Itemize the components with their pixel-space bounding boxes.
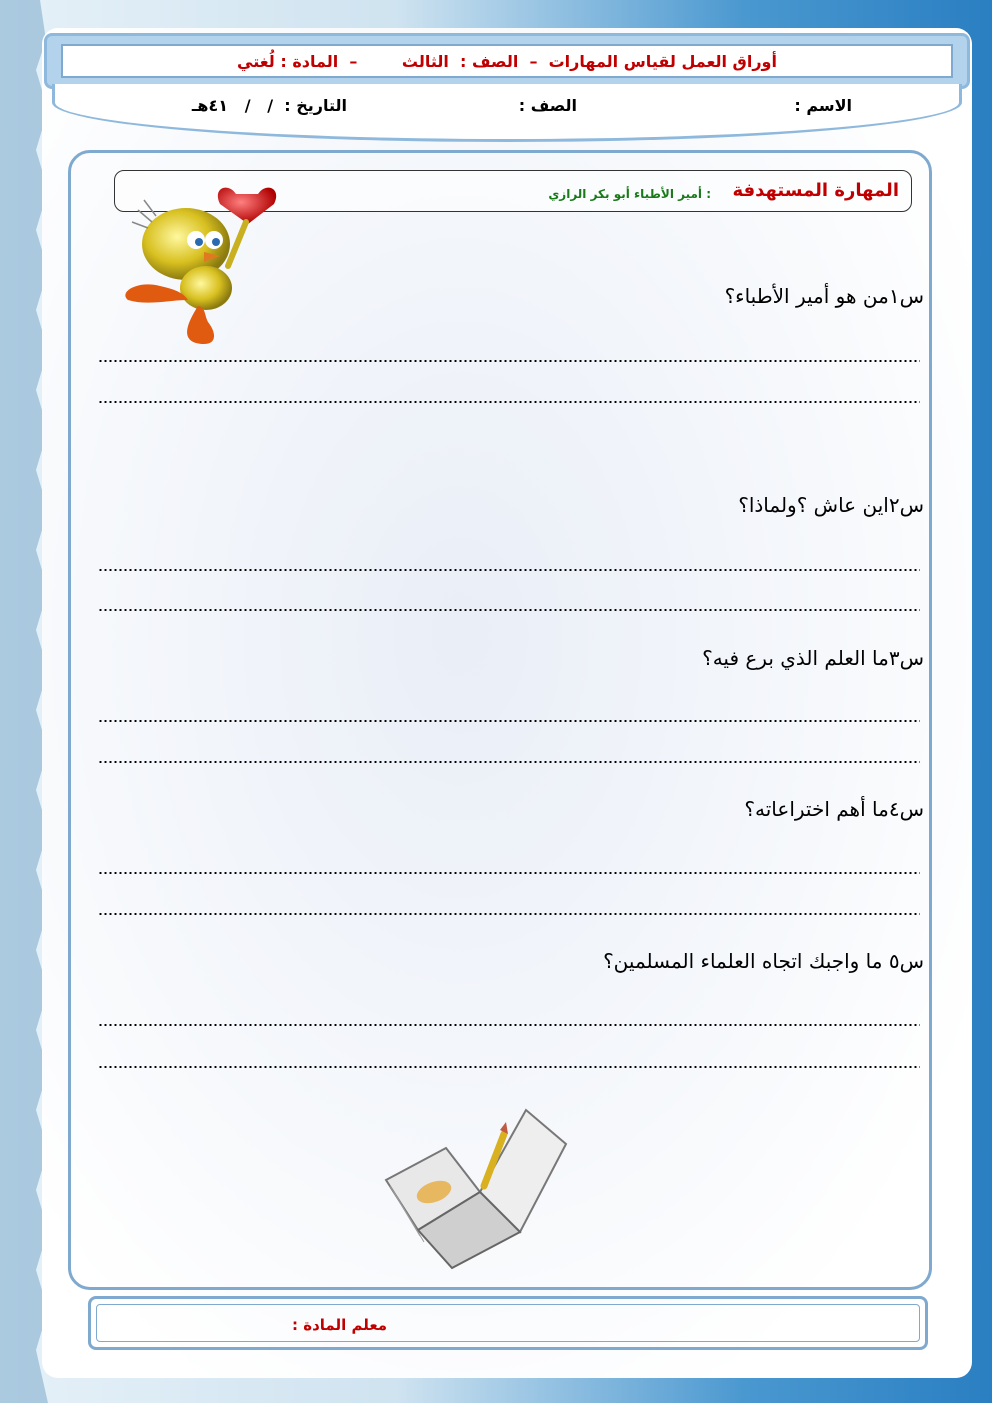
answer-line[interactable] xyxy=(98,1024,920,1026)
class-label: الصف : xyxy=(518,96,577,115)
answer-line[interactable] xyxy=(98,569,920,571)
question-3: س٣ما العلم الذي برع فيه؟ xyxy=(702,646,924,670)
question-2: س٢اين عاش ؟ولماذا؟ xyxy=(738,493,924,517)
answer-line[interactable] xyxy=(98,360,920,362)
footer-inner-frame xyxy=(96,1304,920,1342)
tweety-bird-icon xyxy=(108,182,288,352)
target-skill-title: المهارة المستهدفة xyxy=(732,180,899,201)
date-label: التاريخ : / / ٤١هـ xyxy=(191,96,347,115)
question-4: س٤ما أهم اختراعاته؟ xyxy=(744,797,924,821)
question-1: س١من هو أمير الأطباء؟ xyxy=(724,284,924,308)
answer-line[interactable] xyxy=(98,872,920,874)
teacher-label: معلم المادة : xyxy=(292,1316,388,1334)
target-skill-value: : أمير الأطباء أبو بكر الرازي xyxy=(548,187,711,201)
worksheet-title: أوراق العمل لقياس المهارات – الصف : الثالث – المادة : لُغتي xyxy=(237,51,777,71)
answer-line[interactable] xyxy=(98,913,920,915)
answer-line[interactable] xyxy=(98,761,920,763)
name-label: الاسم : xyxy=(794,96,852,115)
answer-line[interactable] xyxy=(98,609,920,611)
footer-bar xyxy=(88,1296,928,1350)
header-bar xyxy=(44,33,970,89)
header-inner-frame xyxy=(61,44,953,78)
answer-line[interactable] xyxy=(98,401,920,403)
answer-line[interactable] xyxy=(98,1066,920,1068)
open-notebook-pencil-icon xyxy=(376,1100,572,1270)
question-5: س٥ ما واجبك اتجاه العلماء المسلمين؟ xyxy=(603,949,924,973)
answer-line[interactable] xyxy=(98,720,920,722)
